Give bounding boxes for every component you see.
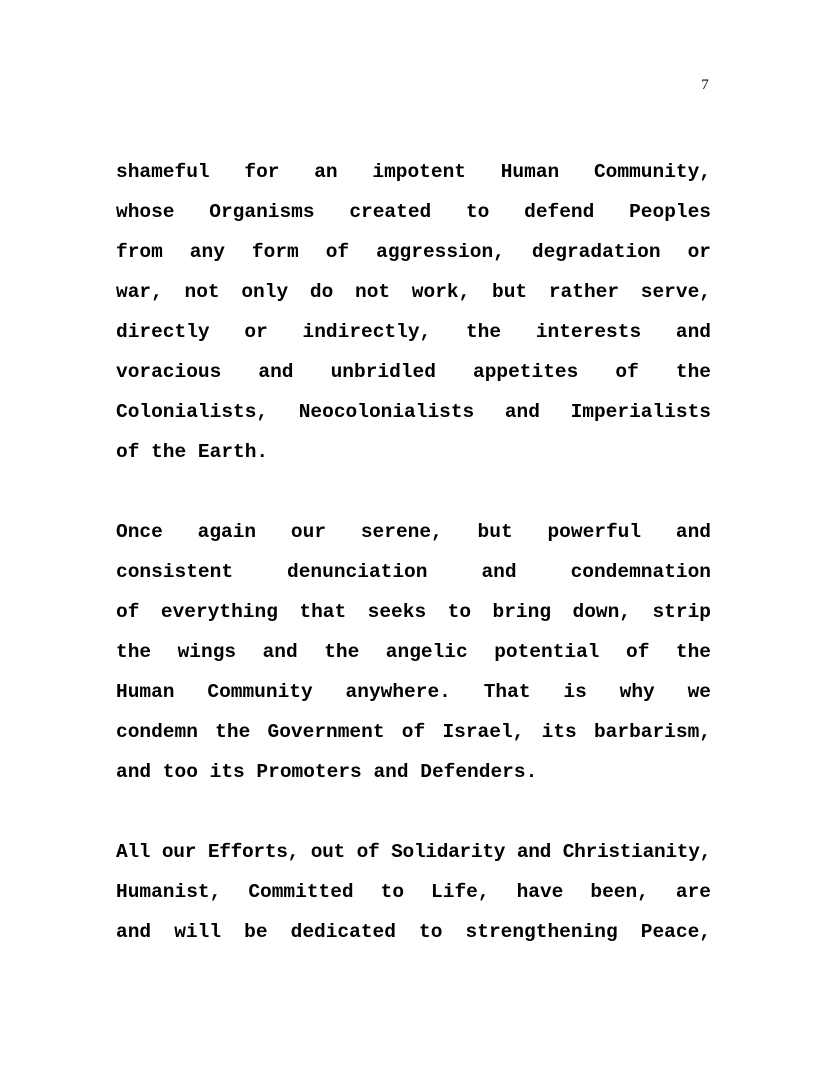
text-line: of everything that seeks to bring down, strip [116,601,711,623]
document-body [116,152,711,992]
paragraph [116,832,711,952]
text-line: Humanist, Committed to Life, have been, are [116,881,711,903]
text-line: from any form of aggression, degradation or [116,241,711,263]
text-line: Human Community anywhere. That is why we [116,681,711,703]
text-line: the wings and the angelic potential of the [116,641,711,663]
text-line: shameful for an impotent Human Community, [116,161,711,183]
text-line: of the Earth. [116,441,269,463]
text-line: condemn the Government of Israel, its barbarism, [116,721,711,743]
text-line: consistent denunciation and condemnation [116,561,711,583]
paragraph [116,512,711,792]
text-line: war, not only do not work, but rather serve, [116,281,711,303]
text-line: Colonialists, Neocolonialists and Imperialists [116,401,711,423]
text-line: and will be dedicated to strengthening Peace, [116,921,711,943]
text-line: voracious and unbridled appetites of the [116,361,711,383]
text-line: whose Organisms created to defend Peoples [116,201,711,223]
text-line: directly or indirectly, the interests and [116,321,711,343]
page-number: 7 [701,77,709,93]
text-line: All our Efforts, out of Solidarity and Christianity, [116,841,711,863]
paragraph [116,152,711,472]
text-line: and too its Promoters and Defenders. [116,761,538,783]
text-line: Once again our serene, but powerful and [116,521,711,543]
